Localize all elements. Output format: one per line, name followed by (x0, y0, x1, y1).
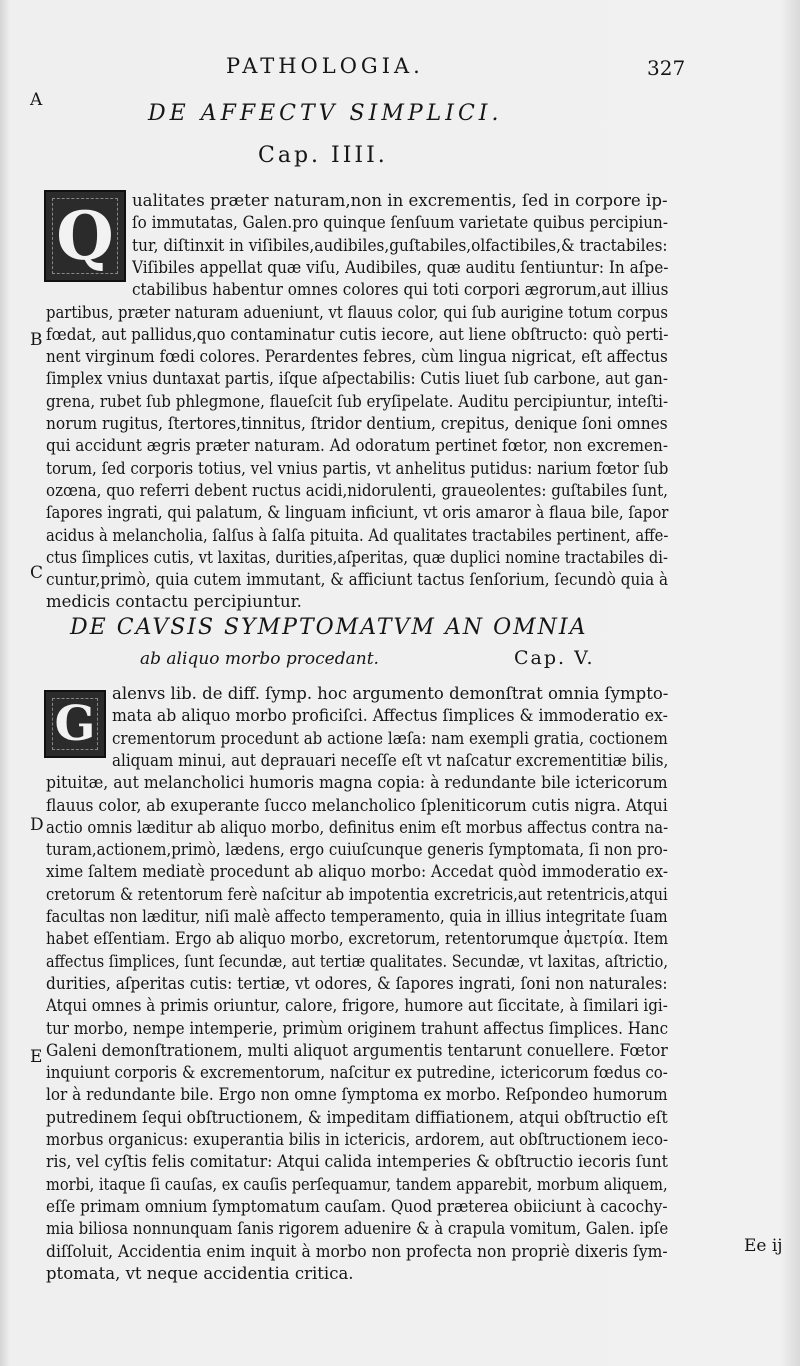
text-line: Viſibiles appellat quæ viſu, Audibiles, quæ auditu ſentiuntur: In aſpe- (132, 257, 669, 277)
text-line: tur, diſtinxit in viſibiles,audibiles,guſtabiles,olfactibiles,& tractabiles: (132, 235, 668, 255)
text-line: cretorum & retentorum ferè naſcitur ab impotentia excretricis,aut retentricis,atqui (46, 884, 668, 904)
text-line: grena, rubet ſub phlegmone, flaueſcit ſub eryſipelate. Auditu percipiuntur, inteſti- (46, 391, 669, 411)
text-line: Atqui omnes à primis oriuntur, calore, frigore, humore aut ſiccitate, à ſimilari igi- (46, 996, 668, 1016)
margin-letter-e: E (30, 1047, 43, 1067)
text-line: ozœna, quo referri debent ructus acidi,nidorulenti, graueolentes: guſtabiles ſunt, (46, 480, 668, 500)
text-line: morbus organicus: exuperantia bilis in ictericis, ardorem, aut obſtructionem ieco- (46, 1130, 669, 1149)
text-line: pituitæ, aut melancholici humoris magna copia: à redundante bile ictericorum (46, 773, 668, 793)
text-line: flauus color, ab exuperante ſucco melancholico ſpleniticorum cutis nigra. Atqui (46, 795, 668, 815)
text-line: affectus ſimplices, ſunt ſecundæ, aut tertiæ qualitates. Secundæ, vt laxitas, aſtrictio, (46, 951, 669, 971)
text-line: ualitates præter naturam,non in excrementis, ſed in corpore ip- (132, 191, 668, 210)
chapter-4-title: DE AFFECTV SIMPLICI. (148, 101, 503, 126)
text-line: inquiunt corporis & excrementorum, naſcitur ex putredine, ictericorum fœdus co- (46, 1063, 668, 1083)
text-line: ris, vel cyſtis felis comitatur: Atqui calida intemperies & obſtructio iecoris ſunt (46, 1152, 668, 1172)
text-line: actio omnis læditur ab aliquo morbo, definitus enim eſt morbus affectus contra na- (46, 817, 669, 837)
text-line: tur morbo, nempe intemperie, primùm originem trahunt affectus ſimplices. Hanc (46, 1018, 669, 1038)
text-line: ſo immutatas, Galen.pro quinque ſenſuum varietate quibus percipiun- (132, 213, 668, 233)
text-line: alenvs lib. de diff. ſymp. hoc argumento demonſtrat omnia ſympto- (112, 684, 669, 703)
margin-letter-a: A (30, 90, 43, 110)
text-line: mata ab aliquo morbo proficiſci. Affectus ſimplices & immoderatio ex- (112, 706, 668, 726)
text-line: acidus à melancholia, ſalſus à ſalſa pituita. Ad qualitates tractabiles pertinent, affe- (46, 525, 669, 545)
text-line: xime ſaltem mediatè procedunt ab aliquo morbo: Accedat quòd immoderatio ex- (46, 862, 669, 882)
text-line: durities, aſperitas cutis: tertiæ, vt odores, & ſapores ingrati, ſoni non naturales: (46, 973, 668, 993)
margin-letter-b: B (30, 330, 43, 350)
text-line: facultas non læditur, niſi malè affecto temperamento, quia in illius integritate ſuam (46, 907, 668, 926)
text-line: mia biliosa nonnunquam ſanis rigorem aduenire & à crapula vomitum, Galen. ipſe (46, 1219, 669, 1239)
text-line: ptomata, vt neque accidentia critica. (46, 1263, 354, 1283)
text-line: ſapores ingrati, qui palatum, & linguam inficiunt, vt oris amaror à flaua bile, ſapor (46, 503, 669, 523)
decorated-initial-g: G (44, 690, 106, 758)
text-line: Galeni demonſtrationem, multi aliquot argumentis tentarunt conuellere. Fœtor (46, 1040, 668, 1060)
text-line: qui accidunt ægris præter naturam. Ad odoratum pertinet fœtor, non excremen- (46, 436, 668, 456)
text-line: medicis contactu percipiuntur. (46, 592, 302, 612)
chapter-5-subtitle: ab aliquo morbo procedant. (140, 649, 379, 669)
text-line: ſimplex vnius duntaxat partis, iſque aſpectabilis: Cutis liuet ſub carbone, aut gan- (46, 369, 668, 389)
chapter-4-number: Cap. IIII. (258, 143, 388, 168)
chapter-5-number: Cap. V. (514, 647, 595, 669)
margin-letter-c: C (30, 563, 44, 583)
text-line: norum rugitus, ſtertores,tinnitus, ſtridor dentium, crepitus, denique ſoni omnes (46, 414, 668, 433)
chapter-5-title: DE CAVSIS SYMPTOMATVM AN OMNIA (70, 615, 588, 640)
text-line: diſſoluit, Accidentia enim inquit à morbo non profecta non propriè dixeris ſym- (46, 1241, 668, 1261)
text-line: nent virginum fœdi colores. Perardentes febres, cùm lingua nigricat, eſt affectus (46, 347, 668, 367)
margin-letter-d: D (30, 815, 44, 835)
text-line: lor à redundante bile. Ergo non omne ſymptoma ex morbo. Reſpondeo humorum (46, 1085, 668, 1105)
signature-mark: Ee ij (744, 1236, 783, 1256)
text-line: cuntur,primò, quia cutem immutant, & afficiunt tactus ſenſorium, ſecundò quia à (46, 570, 669, 590)
text-line: partibus, præter naturam adueniunt, vt flauus color, qui ſub aurigine totum corpus (46, 302, 668, 322)
text-line: crementorum procedunt ab actione læſa: nam exempli gratia, coctionem (112, 728, 668, 748)
text-line: ctus ſimplices cutis, vt laxitas, durities,aſperitas, quæ duplici nomine tractabiles di- (46, 547, 668, 567)
text-line: turam,actionem,primò, lædens, ergo cuiuſcunque generis ſymptomata, ſi non pro- (46, 840, 668, 860)
text-line: ctabilibus habentur omnes colores qui toti corpori ægrorum,aut illius (132, 280, 669, 300)
text-line: morbi, itaque ſi cauſas, ex cauſis perſequamur, tandem apparebit, morbum aliquem, (46, 1174, 668, 1194)
text-line: habet eſſentiam. Ergo ab aliquo morbo, excretorum, retentorumque ἀμετρία. Item (46, 929, 669, 949)
text-line: eſſe primam omnium ſymptomatum cauſam. Quod præterea obiiciunt à cacochy- (46, 1196, 668, 1216)
text-line: aliquam minui, aut deprauari neceſſe eſt vt naſcatur excrementitiæ bilis, (112, 750, 669, 770)
text-line: torum, ſed corporis totius, vel vnius partis, vt anhelitus putidus: narium fœtor ſub (46, 458, 669, 478)
running-title: PATHOLOGIA. (226, 54, 424, 78)
page-number: 327 (647, 56, 686, 80)
decorated-initial-q: Q (44, 190, 126, 282)
text-line: fœdat, aut pallidus,quo contaminatur cutis iecore, aut liene obſtructo: quò perti- (46, 324, 669, 344)
text-line: putredinem ſequi obſtructionem, & impeditam diffiationem, atqui obſtructio eſt (46, 1107, 668, 1127)
